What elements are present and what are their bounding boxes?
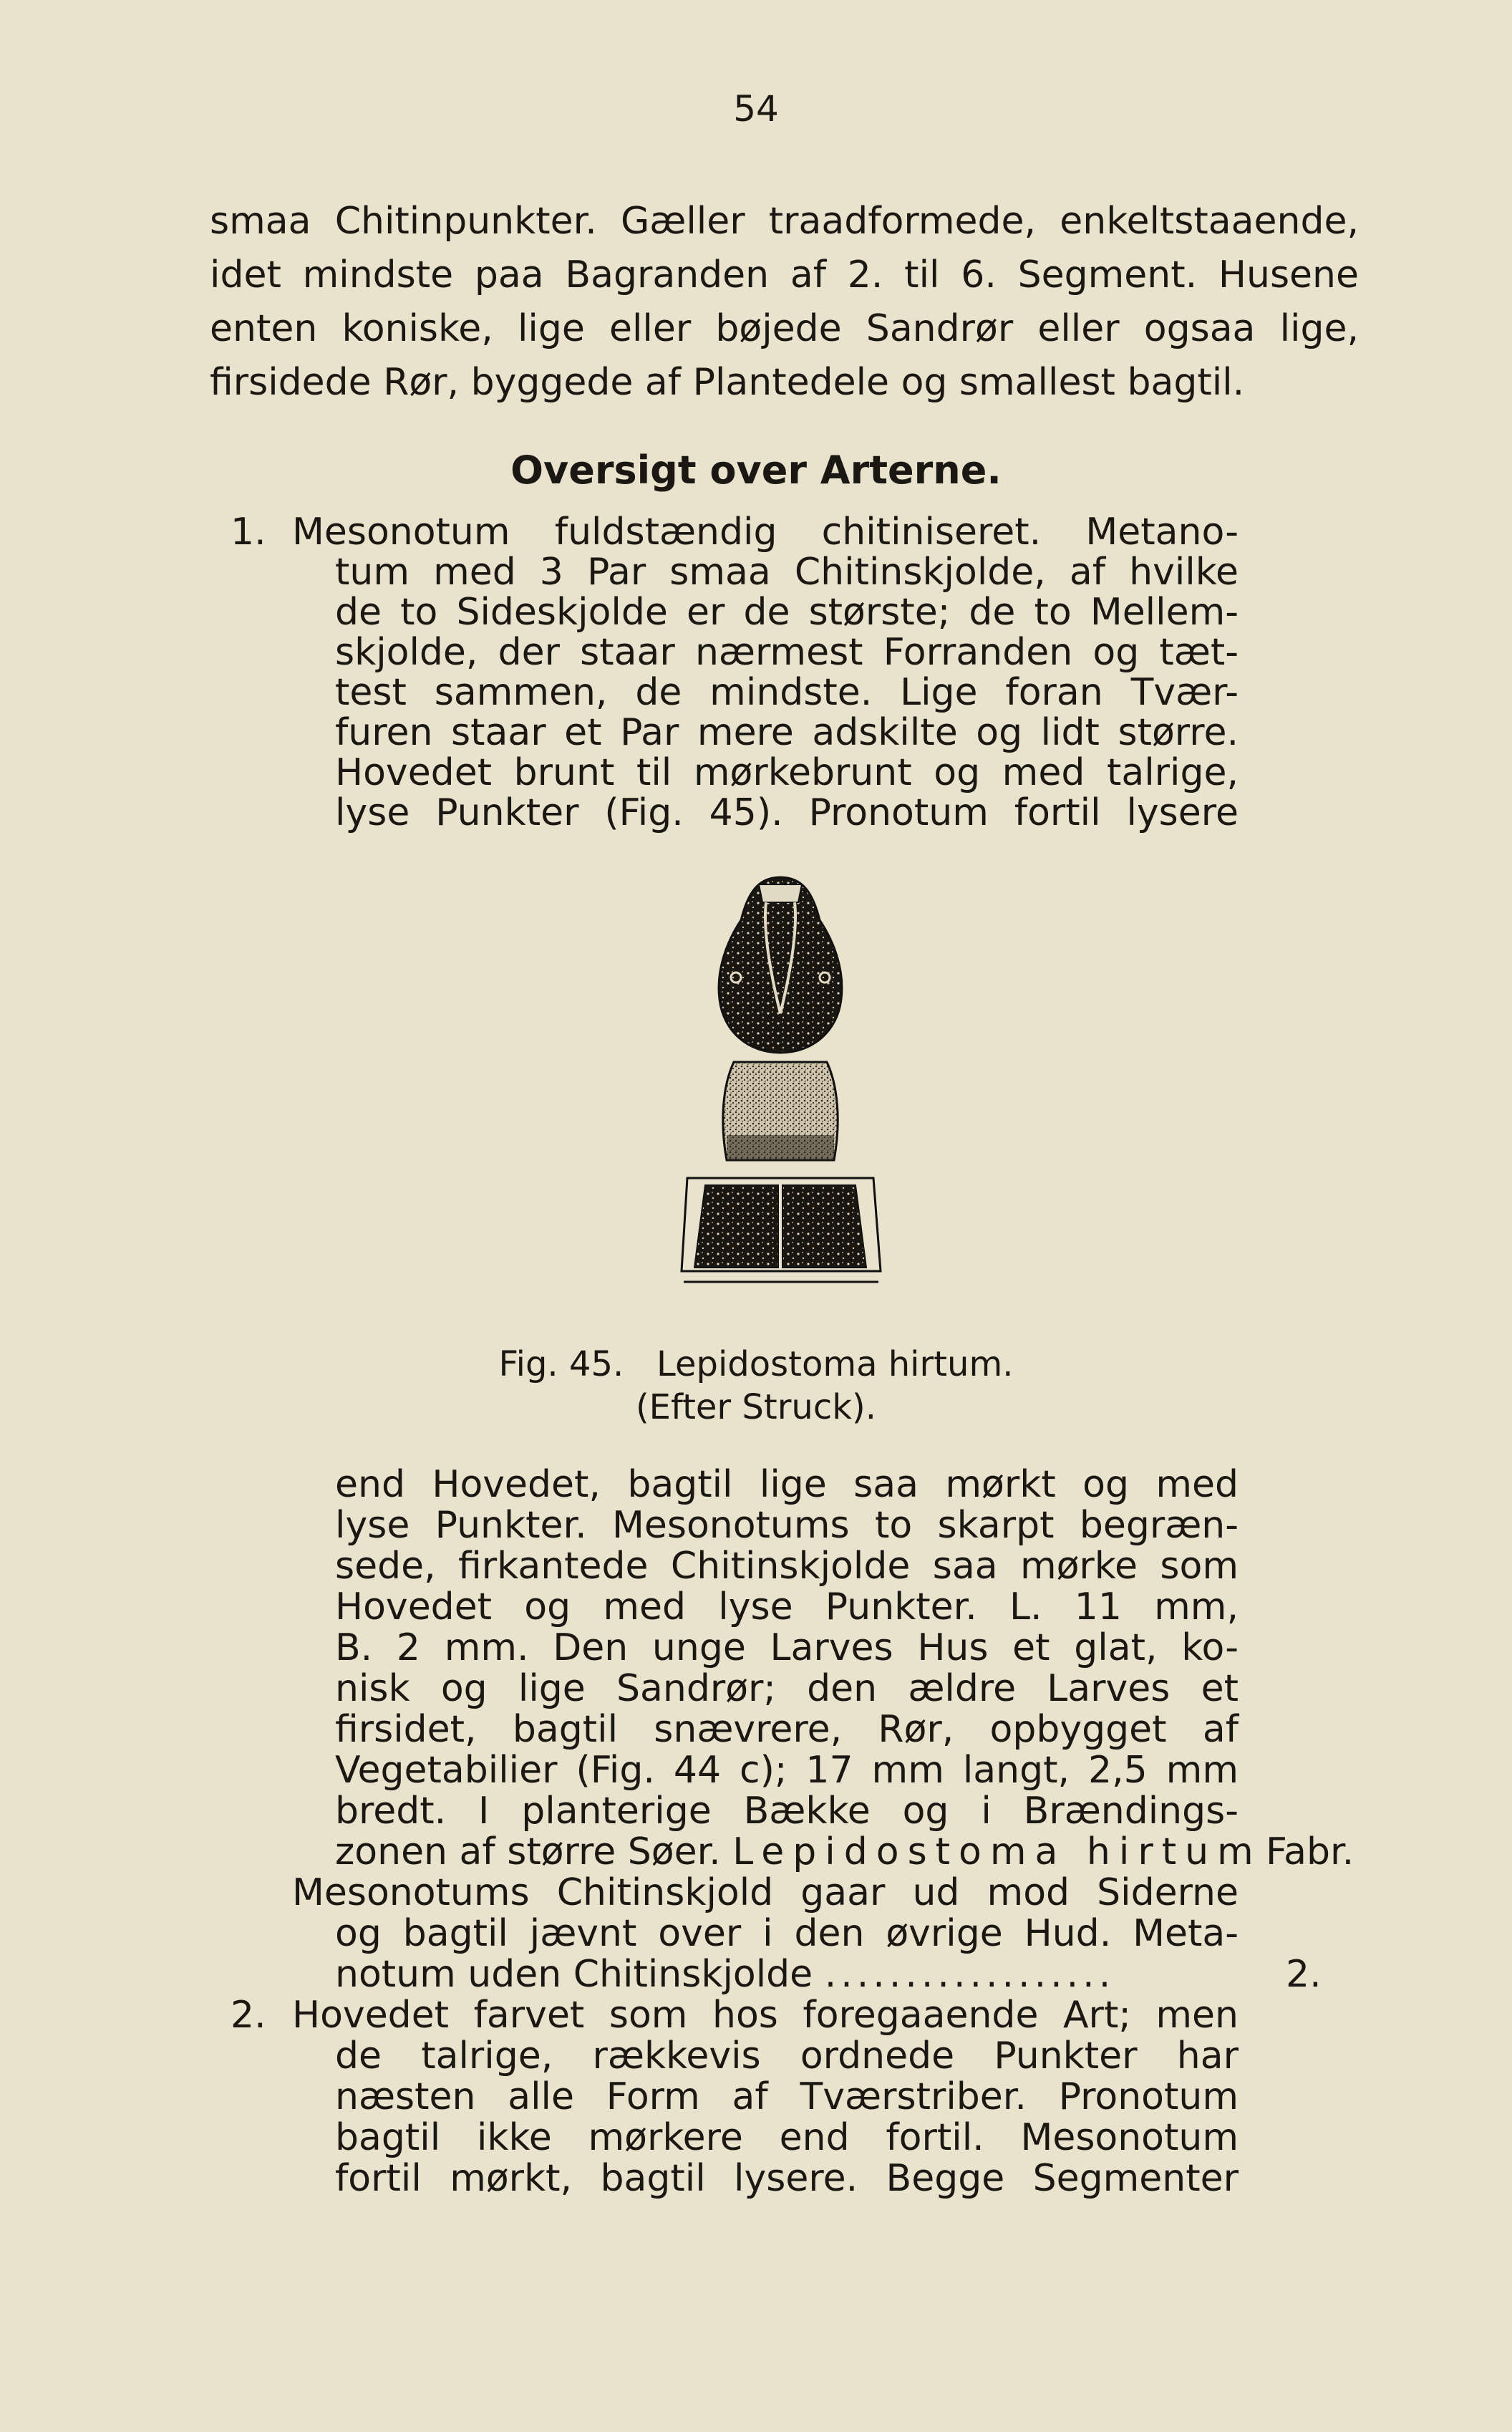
key-line: lyse Punkter. Mesonotums to skarpt begræn-: [335, 1504, 1239, 1547]
key-line: firsidet, bagtil snævrere, Rør, opbygget af: [335, 1708, 1239, 1751]
key-reference: 2.: [1286, 1953, 1322, 1996]
key-line: test sammen, de mindste. Lige foran Tvær-: [335, 671, 1239, 714]
key-line: Hovedet farvet som hos foregaaende Art; men: [292, 1994, 1239, 2037]
intro-line: firsidede Rør, byggede af Plantedele og smallest bagtil.: [210, 361, 1245, 404]
key-line: Vegetabilier (Fig. 44 c); 17 mm langt, 2,5 mm: [335, 1749, 1239, 1792]
key-line: de talrige, rækkevis ordnede Punkter har: [335, 2035, 1239, 2078]
key-line: Mesonotum fuldstændig chitiniseret. Metano-: [292, 511, 1239, 554]
key-line: Hovedet brunt til mørkebrunt og med talrige,: [335, 751, 1239, 794]
page-number: 54: [733, 88, 779, 130]
larva-pronotum: [723, 1062, 838, 1160]
key-line: B. 2 mm. Den unge Larves Hus et glat, ko-: [335, 1626, 1239, 1669]
figure-title: Lepidostoma hirtum.: [656, 1344, 1014, 1384]
figure-caption: [0, 1343, 1512, 1386]
intro-line: enten koniske, lige eller bøjede Sandrør eller ogsaa lige,: [210, 307, 1359, 350]
key-number: 1.: [231, 511, 266, 554]
key-line: nisk og lige Sandrør; den ældre Larves et: [335, 1667, 1239, 1710]
key-line: bagtil ikke mørkere end fortil. Mesonotum: [335, 2116, 1239, 2159]
intro-line: idet mindste paa Bagranden af 2. til 6. Segment. Husene: [210, 254, 1359, 296]
key-line: bredt. I planterige Bække og i Brændings-: [335, 1790, 1239, 1833]
key-line: furen staar et Par mere adskilte og lidt større.: [335, 711, 1239, 754]
key-line-text: notum uden Chitinskjolde: [335, 1953, 813, 1996]
section-heading: Oversigt over Arterne.: [510, 448, 1002, 493]
key-line: næsten alle Form af Tværstriber. Pronotum: [335, 2075, 1239, 2118]
key-line: fortil mørkt, bagtil lysere. Begge Segmenter: [335, 2157, 1239, 2200]
key-line: de to Sideskjolde er de største; de to Mellem-: [335, 591, 1239, 634]
intro-line: smaa Chitinpunkter. Gæller traadformede, enkeltstaaende,: [210, 200, 1359, 243]
figure-label: Fig. 45.: [498, 1344, 624, 1384]
key-line: lyse Punkter (Fig. 45). Pronotum fortil lysere: [335, 791, 1239, 834]
key-number: 2.: [231, 1994, 266, 2037]
species-author: Fabr.: [1266, 1830, 1354, 1873]
key-line: tum med 3 Par smaa Chitinskjolde, af hvilke: [335, 551, 1239, 594]
species-name: Lepidostoma hirtum: [732, 1830, 1262, 1873]
key-line: Hovedet og med lyse Punkter. L. 11 mm,: [335, 1586, 1239, 1628]
dot-leader: ..................: [824, 1953, 1115, 1996]
key-line: Mesonotums Chitinskjold gaar ud mod Siderne: [292, 1871, 1239, 1914]
larva-mesonotum: [682, 1178, 881, 1282]
key-line: end Hovedet, bagtil lige saa mørkt og med: [335, 1463, 1239, 1506]
key-line: og bagtil jævnt over i den øvrige Hud. Meta-: [335, 1912, 1239, 1955]
larva-head: [719, 877, 842, 1053]
species-line-start: zonen af større Søer.: [335, 1830, 721, 1873]
larva-illustration: [666, 870, 895, 1328]
key-line: sede, firkantede Chitinskjolde saa mørke som: [335, 1545, 1239, 1588]
key-line: skjolde, der staar nærmest Forranden og tæt-: [335, 631, 1239, 674]
figure-source: (Efter Struck).: [635, 1387, 877, 1427]
